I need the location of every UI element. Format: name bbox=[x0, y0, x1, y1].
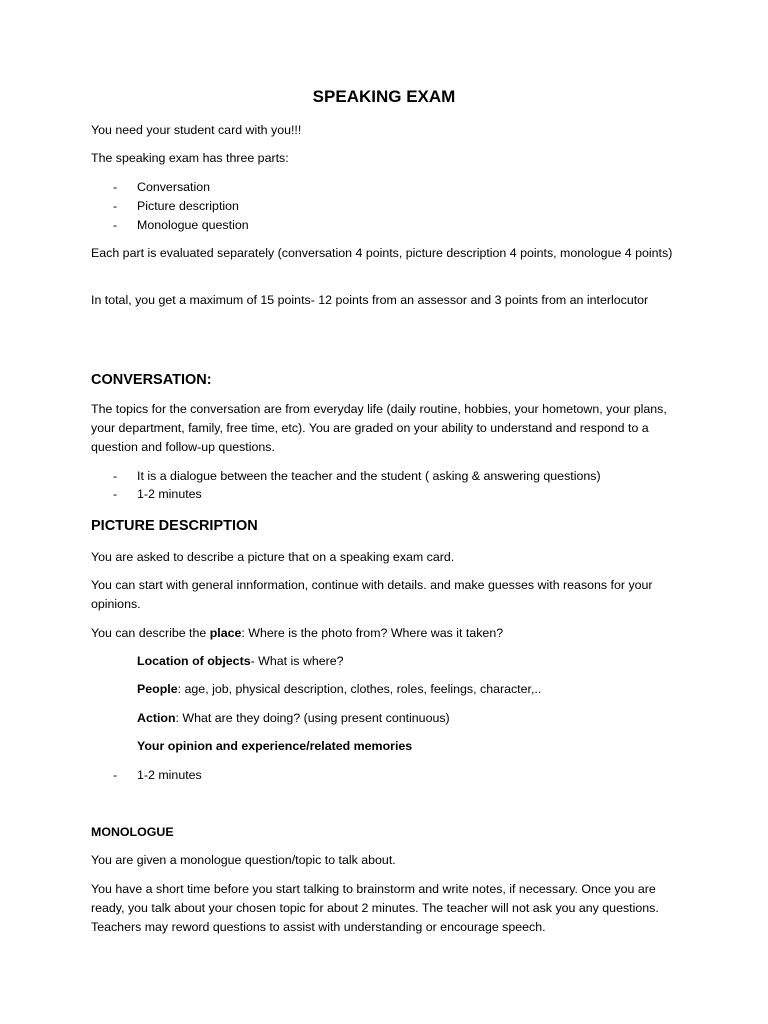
location-line bbox=[137, 652, 682, 671]
total-points-paragraph: In total, you get a maximum of 15 points- 12 points from an assessor and 3 points from an interlocutor bbox=[91, 293, 649, 307]
picture-description-heading: PICTURE DESCRIPTION bbox=[91, 518, 258, 534]
monologue-paragraph-1: You are given a monologue question/topic to talk about. bbox=[91, 853, 396, 867]
list-dash: - bbox=[113, 487, 118, 501]
parts-intro: The speaking exam has three parts: bbox=[91, 151, 289, 165]
action-label: Action bbox=[137, 711, 176, 725]
place-prefix: You can describe the bbox=[91, 626, 210, 640]
people-text: : age, job, physical description, clothes, roles, feelings, character,.. bbox=[177, 682, 542, 696]
list-dash: - bbox=[113, 218, 118, 232]
student-card-note: You need your student card with you!!! bbox=[91, 123, 302, 137]
action-line bbox=[137, 709, 682, 728]
list-item-text: Picture description bbox=[137, 199, 239, 213]
list-item-text: 1-2 minutes bbox=[137, 768, 202, 782]
list-dash: - bbox=[113, 180, 118, 194]
list-item-text: 1-2 minutes bbox=[137, 487, 202, 501]
place-text: : Where is the photo from? Where was it taken? bbox=[241, 626, 504, 640]
conversation-paragraph: The topics for the conversation are from everyday life (daily routine, hobbies, your hometown, your plans, your department, family, free time, etc). You are graded on your ability to understand and respond to a question and follow-up questions. bbox=[91, 402, 667, 454]
page-title: SPEAKING EXAM bbox=[312, 87, 456, 106]
opinion-line bbox=[137, 737, 682, 756]
picture-paragraph-2: You can start with general innformation, continue with details. and make guesses with reasons for your opinions. bbox=[91, 578, 653, 611]
list-item-text: It is a dialogue between the teacher and the student ( asking & answering questions) bbox=[137, 469, 601, 483]
evaluation-paragraph: Each part is evaluated separately (conversation 4 points, picture description 4 points, monologue 4 points) bbox=[91, 246, 673, 260]
picture-place-paragraph bbox=[91, 624, 681, 643]
list-item-text: Monologue question bbox=[137, 218, 249, 232]
conversation-heading: CONVERSATION: bbox=[91, 372, 212, 388]
location-label: Location of objects bbox=[137, 654, 251, 668]
location-text: - What is where? bbox=[250, 654, 344, 668]
monologue-heading: MONOLOGUE bbox=[91, 825, 174, 839]
action-text: : What are they doing? (using present continuous) bbox=[175, 711, 450, 725]
list-dash: - bbox=[113, 199, 118, 213]
place-label: place bbox=[209, 626, 242, 640]
list-dash: - bbox=[113, 469, 118, 483]
list-item-text: Conversation bbox=[137, 180, 211, 194]
people-label: People bbox=[137, 682, 178, 696]
picture-paragraph-1: You are asked to describe a picture that on a speaking exam card. bbox=[91, 550, 455, 564]
people-line bbox=[137, 680, 682, 699]
monologue-paragraph-2: You have a short time before you start talking to brainstorm and write notes, if necessary. Once you are ready, you talk about your chosen topic for about 2 minutes. The teacher will not ask you any questions. Teachers may reword questions to assist with understanding or encourage speech. bbox=[91, 882, 659, 934]
opinion-label: Your opinion and experience/related memories bbox=[137, 739, 413, 753]
list-dash: - bbox=[113, 768, 118, 782]
